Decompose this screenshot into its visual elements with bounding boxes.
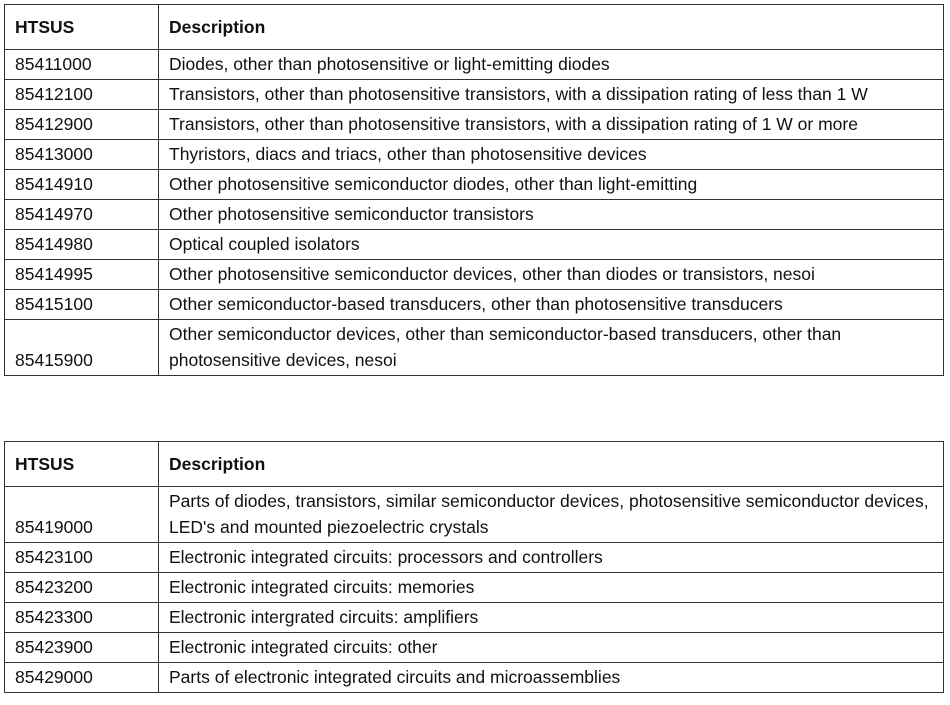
table-row [5, 260, 944, 290]
description-cell: Thyristors, diacs and triacs, other than photosensitive devices [159, 140, 944, 170]
htsus-code-cell: 85423300 [5, 603, 159, 633]
htsus-code-cell: 85413000 [5, 140, 159, 170]
htsus-code-cell: 85415900 [5, 320, 159, 376]
table-row [5, 543, 944, 573]
table-row [5, 140, 944, 170]
table-row [5, 603, 944, 633]
description-cell: Other photosensitive semiconductor transistors [159, 200, 944, 230]
column-header-description: Description [159, 442, 944, 487]
htsus-code-cell: 85414910 [5, 170, 159, 200]
table-row [5, 110, 944, 140]
htsus-table-2 [4, 441, 944, 693]
description-cell: Parts of electronic integrated circuits and microassemblies [159, 663, 944, 693]
table-row [5, 50, 944, 80]
htsus-code-cell: 85414995 [5, 260, 159, 290]
description-cell: Electronic integrated circuits: other [159, 633, 944, 663]
htsus-code-cell: 85414980 [5, 230, 159, 260]
description-cell: Electronic integrated circuits: processors and controllers [159, 543, 944, 573]
table-row [5, 80, 944, 110]
htsus-table-1 [4, 4, 944, 376]
htsus-code-cell: 85415100 [5, 290, 159, 320]
htsus-code-cell: 85429000 [5, 663, 159, 693]
htsus-code-cell: 85423100 [5, 543, 159, 573]
description-cell: Transistors, other than photosensitive transistors, with a dissipation rating of less than 1 W [159, 80, 944, 110]
column-header-htsus: HTSUS [5, 442, 159, 487]
description-cell: Parts of diodes, transistors, similar semiconductor devices, photosensitive semiconductor devices, LED's and mounted piezoelectric crystals [159, 487, 944, 543]
description-cell: Other semiconductor-based transducers, other than photosensitive transducers [159, 290, 944, 320]
description-cell: Other semiconductor devices, other than semiconductor-based transducers, other than photosensitive devices, nesoi [159, 320, 944, 376]
table-row [5, 487, 944, 543]
description-cell: Optical coupled isolators [159, 230, 944, 260]
table-row [5, 320, 944, 376]
table-row [5, 290, 944, 320]
table-row [5, 633, 944, 663]
htsus-code-cell: 85419000 [5, 487, 159, 543]
header-row [5, 5, 944, 50]
htsus-code-cell: 85412900 [5, 110, 159, 140]
description-cell: Electronic intergrated circuits: amplifiers [159, 603, 944, 633]
column-header-htsus: HTSUS [5, 5, 159, 50]
table-row [5, 170, 944, 200]
table-row [5, 200, 944, 230]
table-row [5, 230, 944, 260]
description-cell: Diodes, other than photosensitive or light-emitting diodes [159, 50, 944, 80]
header-row [5, 442, 944, 487]
htsus-code-cell: 85423900 [5, 633, 159, 663]
description-cell: Other photosensitive semiconductor diodes, other than light-emitting [159, 170, 944, 200]
description-cell: Electronic integrated circuits: memories [159, 573, 944, 603]
column-header-description: Description [159, 5, 944, 50]
htsus-code-cell: 85414970 [5, 200, 159, 230]
htsus-code-cell: 85411000 [5, 50, 159, 80]
htsus-code-cell: 85423200 [5, 573, 159, 603]
table-row [5, 573, 944, 603]
table-row [5, 663, 944, 693]
htsus-code-cell: 85412100 [5, 80, 159, 110]
description-cell: Other photosensitive semiconductor devices, other than diodes or transistors, nesoi [159, 260, 944, 290]
description-cell: Transistors, other than photosensitive transistors, with a dissipation rating of 1 W or more [159, 110, 944, 140]
